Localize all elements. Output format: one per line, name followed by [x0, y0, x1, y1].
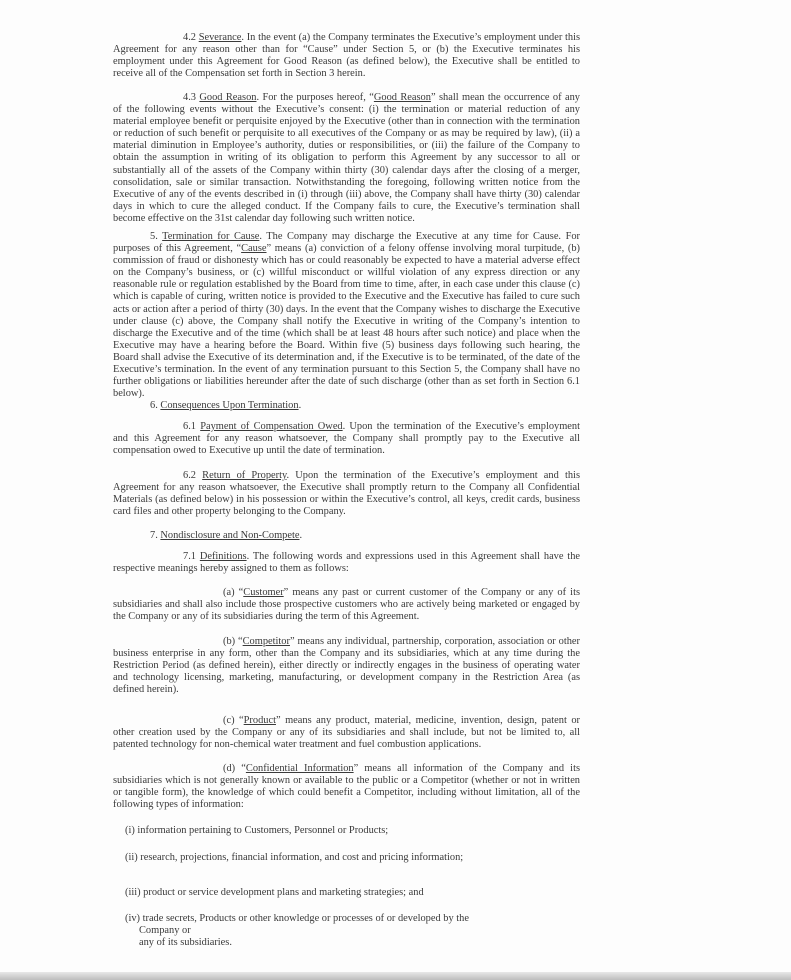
defined-term: Return of Property — [202, 470, 287, 481]
paragraph-text: (c) “ — [223, 715, 244, 726]
paragraph-6 — [113, 400, 580, 412]
list-item — [125, 852, 525, 864]
paragraph-text: 5. — [150, 231, 163, 242]
list-item — [125, 913, 525, 949]
list-item-line: any of its subsidiaries. — [139, 937, 232, 949]
list-item — [125, 825, 525, 837]
list-item-line: (iii) product or service development plans and marketing strategies; and — [125, 887, 424, 898]
paragraph-7-1-d — [113, 763, 580, 811]
paragraph-text: ” means any past or current customer of the Company or any of its subsidiaries and shall also include those prospective customers who are actively being marketed or engaged by the Company or any of its subsidiaries during the term of this Agreement. — [113, 587, 581, 623]
paragraph-text: 6.2 — [183, 470, 203, 481]
defined-term: Consequences Upon Termination — [160, 400, 299, 411]
paragraph-text: 6. — [150, 400, 161, 411]
paragraph-text: ” means any individual, partnership, corporation, association or other business enterprise in any form, other than the Company and its subsidiaries, which at any time during the Restriction Period (as defined herein), either directly or indirectly engages in the business of operating water and technology licensing, marketing, manufacturing, or development company in the Restriction Area (as defined herein). — [113, 636, 580, 696]
paragraph-text: ” shall mean the occurrence of any of the following events without the Executive’s consent: (i) the termination or material reduction of any material employee benefit or perquisite enjoyed by the Executive (other than in connection with the termination or reduction of such benefit or perquisite to all executives of the Company or as may be required by law), (ii) a material diminution in Employee’s authority, duties or responsibilities, or (iii) the failure of the Company to obtain the assumption in writing of its obligation to perform this Agreement by any successor to all or substantially all of the assets of the Company within thirty (30) calendar days after the closing of a merger, consolidation, sale or similar transaction. Notwithstanding the foregoing, following written notice from the Executive of any of the events described in (i) through (iii) above, the Company shall have thirty (30) calendar days in which to cure the alleged conduct. If the Company fails to cure, the Executive’s termination shall become effective on the 31st calendar day following such written notice. — [113, 92, 580, 224]
paragraph-5 — [113, 231, 580, 400]
defined-term: Customer — [243, 587, 284, 598]
defined-term: Good Reason — [199, 92, 257, 103]
paragraph-text: (d) “ — [223, 763, 246, 774]
paragraph-text: 4.2 — [183, 32, 199, 43]
paragraph-text: (b) “ — [223, 636, 243, 647]
list-item-line: Company or — [139, 925, 191, 937]
paragraph-6-2 — [113, 470, 580, 518]
list-item-line: (i) information pertaining to Customers, Personnel or Products; — [125, 825, 389, 836]
paragraph-text: 7. — [150, 530, 161, 541]
defined-term: Payment of Compensation Owed — [200, 421, 343, 432]
paragraph-text: 7.1 — [183, 551, 200, 562]
defined-term: Definitions — [199, 551, 247, 562]
paragraph-text: . — [298, 400, 302, 411]
paragraph-text: ” means any product, material, medicine, invention, design, patent or other creation used by the Company or any of its subsidiaries and shall include, but not be limited to, all patented technology for non-chemical water treatment and fuel combustion applications. — [113, 715, 580, 751]
paragraph-text: . The Company may discharge the Executive at any time for Cause. For purposes of this Agreement, “ — [113, 231, 580, 255]
paragraph-6-1 — [113, 421, 580, 457]
defined-term: Competitor — [242, 636, 290, 647]
defined-term: Product — [243, 715, 276, 726]
paragraph-text: (a) “ — [223, 587, 244, 598]
defined-term: Confidential Information — [245, 763, 354, 774]
defined-term: Good Reason — [373, 92, 431, 103]
paragraph-4-2 — [113, 32, 580, 80]
defined-term: Cause — [241, 243, 267, 255]
paragraph-7 — [113, 530, 580, 542]
defined-term: Severance — [198, 32, 242, 43]
paragraph-7-1 — [113, 551, 580, 575]
paragraph-text: 6.1 — [183, 421, 201, 432]
defined-term: Nondisclosure and Non-Compete — [160, 530, 300, 541]
paragraph-7-1-a — [113, 587, 580, 623]
list-item — [125, 887, 525, 899]
paragraph-text: . Upon the termination of the Executive’s employment and this Agreement for any reason whatsoever, the Company shall promptly pay to the Executive all compensation owed to Executive up until the date of termination. — [113, 421, 581, 457]
paragraph-text: . Upon the termination of the Executive’s employment and this Agreement for any reason whatsoever, the Executive shall promptly return to the Company all Confidential Materials (as defined below) in his possession or within the Executive’s control, all keys, credit cards, business card files and other property belonging to the Company. — [113, 470, 580, 518]
scan-edge-shadow — [0, 972, 791, 980]
paragraph-7-1-c — [113, 715, 580, 751]
list-item-line: (ii) research, projections, financial information, and cost and pricing information; — [125, 852, 464, 863]
paragraph-text: ” means all information of the Company and its subsidiaries which is not generally known or available to the public or a Competitor (whether or not in written or tangible form), the knowledge of which could benefit a Competitor, including without limitation, all of the following types of information: — [113, 763, 581, 811]
paragraph-text: . — [299, 530, 303, 541]
paragraph-4-3 — [113, 92, 580, 225]
paragraph-text: ” means (a) conviction of a felony offense involving moral turpitude, (b) commission of fraud or dishonesty which has or could reasonably be expected to have a material adverse effect on the Company’s business, or (c) willful misconduct or willful violation of any express direction or any reasonable rule or regulation established by the Board from time to time, after, in each case under this clause (c) which is capable of curing, written notice is provided to the Executive and the Executive has failed to cure such acts or action after a period of thirty (30) days. In the event that the Company wishes to discharge the Executive under clause (c) above, the Company shall notify the Executive in writing of the Company’s intention to discharge the Executive and of the time (which shall be at least 48 hours after such notice) and place when the Executive may have a hearing before the Board. Within five (5) business days following such hearing, the Board shall advise the Executive of its determination and, if the Executive is to be terminated, of the date of the Executive’s termination. In the event of any termination pursuant to this Section 5, the Company shall have no further obligations or liabilities hereunder after the date of such discharge (other than as set forth in Section 6.1 below). — [113, 243, 580, 400]
paragraph-7-1-b — [113, 636, 580, 696]
list-item-line: (iv) trade secrets, Products or other knowledge or processes of or developed by the — [125, 913, 469, 924]
paragraph-text: . The following words and expressions used in this Agreement shall have the respective meanings hereby assigned to them as follows: — [113, 551, 581, 575]
defined-term: Termination for Cause — [162, 231, 260, 242]
paragraph-text: . In the event (a) the Company terminates the Executive’s employment under this Agreement for any reason other than for “Cause” under Section 5, or (b) the Executive terminates his employment under this Agreement for Good Reason (as defined below), the Executive shall be entitled to receive all of the Compensation set forth in Section 3 herein. — [113, 32, 580, 80]
paragraph-text: . For the purposes hereof, “ — [256, 92, 374, 103]
paragraph-text: 4.3 — [183, 92, 200, 103]
